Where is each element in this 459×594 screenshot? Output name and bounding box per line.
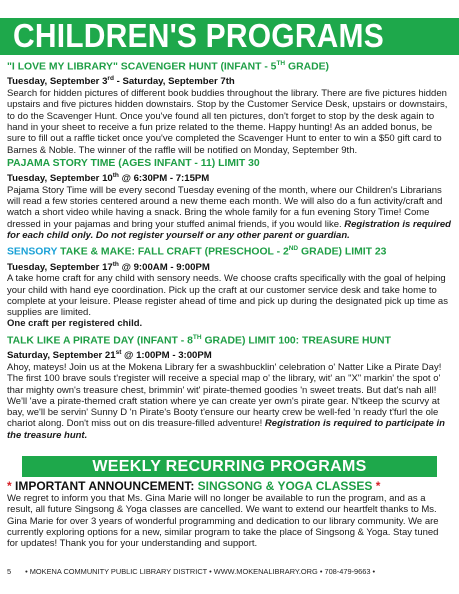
page-footer	[7, 567, 452, 576]
registration-note: Registration is required to participate in the treasure hunt.	[7, 418, 445, 441]
announcement-body: We regret to inform you that Ms. Gina Marie will no longer be available to run the program, and as a result, all future Singsong & Yoga classes are cancelled. We want to extend our heartfelt thanks to Ms. Gina Marie for over 3 years of wonderful programming and dedication to our library community. We are currently exploring options for a new, similar program to take the place of Singsong & Yoga. Stay tuned for updates! Thank you for your understanding and support.	[7, 493, 439, 550]
page-number: 5	[7, 567, 12, 576]
announcement-title: * IMPORTANT ANNOUNCEMENT: SINGSONG & YOGA CLASSES *	[7, 479, 381, 493]
star-icon: *	[7, 479, 12, 493]
program-title: PAJAMA STORY TIME (AGES INFANT - 11) LIMIT 30	[7, 157, 260, 169]
program-description: Ahoy, mateys! Join us at the Mokena Library fer a swashbucklin' celebration o' Natter Like a Pirate Day! The first 100 brave souls t'register will receive a special map o' the library, wit' an "X" markin' the spot o' thar mighty own's treasure chest, brimmin' wit' pirate-themed goodies 'n sweet treats. But dat's nah all! We'll 'ave a pirate-themed craft station where ye can create yer own's pirate gear. N'tkeep the scurvy at bay, we'll be servin' Sunny D 'n Pirate's Booty t'ensure our hearty crew be well-fed 'n ready t'furl the ole chariot along. Don't miss out on dis treasure-filled adventure! Registration is required to participate in the treasure hunt.	[7, 361, 445, 441]
program-date: Tuesday, September 3rd - Saturday, September 7th	[7, 75, 235, 88]
program-description: Search for hidden pictures of different book buddies throughout the library. There are five pictures hidden upstairs and five pictures hidden downstairs. Stop by the Customer Service Desk, upstairs or downstairs, to do the Scavenger Hunt. Once you've found all ten pictures, don't forget to stop by the desk again to hand in your sheet to receive a fun prize related to the theme. Happy hunting! As an added bonus, be sure to fill out a raffle ticket once you've completed the Scavenger Hunt to enter to win a $50 gift card to Barnes & Noble. The winner of the raffle will be notified on Monday, September 9th.	[7, 88, 448, 156]
program-scavenger-hunt	[7, 58, 452, 156]
registration-note: Registration is required for each child only. Do not register yourself or any other parent or guardian.	[7, 218, 451, 241]
star-icon: *	[375, 479, 381, 493]
program-title: TALK LIKE A PIRATE DAY (INFANT - 8TH GRADE) LIMIT 100: TREASURE HUNT	[7, 333, 391, 347]
page-title: CHILDREN'S PROGRAMS	[13, 17, 384, 55]
program-description: Pajama Story Time will be every second Tuesday evening of the month, where our Children's Librarians will read a few stories centered around a new theme each month. We will also do a fun activity/craft and watch a short video while having a snack. Bring the whole family for a fun evening Story Time! Come dressed in your pajamas and bring your stuffed animal friends, if you would like. Registration is required for each child only. Do not register yourself or any other parent or guardian.	[7, 184, 451, 241]
program-sensory-craft	[7, 243, 452, 330]
weekly-title: WEEKLY RECURRING PROGRAMS	[92, 457, 367, 475]
program-date: Tuesday, September 10th @ 6:30PM - 7:15PM	[7, 171, 210, 185]
program-title: "I LOVE MY LIBRARY" SCAVENGER HUNT (INFANT - 5TH GRADE)	[7, 60, 329, 73]
program-description: A take home craft for any child with sensory needs. We choose crafts specifically with the goal of helping your child with hand eye coordination. Pick up the craft at our customer service desk and take home to complete at your leisure. Please register ahead of time and pick up during the designated pick up time as supplies are limited.	[7, 273, 448, 319]
program-date: Tuesday, September 17th @ 9:00AM - 9:00PM	[7, 260, 210, 273]
program-date: Saturday, September 21st @ 1:00PM - 3:00PM	[7, 349, 212, 362]
registration-note: One craft per registered child.	[7, 318, 143, 330]
program-pajama-story-time	[7, 158, 452, 241]
announcement	[7, 479, 452, 549]
weekly-banner	[22, 456, 437, 477]
section-banner	[0, 18, 459, 55]
programs-list	[7, 58, 452, 443]
program-pirate-day	[7, 332, 452, 441]
program-title: SENSORY TAKE & MAKE: FALL CRAFT (PRESCHOOL - 2ND GRADE) LIMIT 23	[7, 245, 387, 258]
footer-text: • MOKENA COMMUNITY PUBLIC LIBRARY DISTRICT • WWW.MOKENALIBRARY.ORG • 708-479-9663 •	[25, 567, 376, 576]
